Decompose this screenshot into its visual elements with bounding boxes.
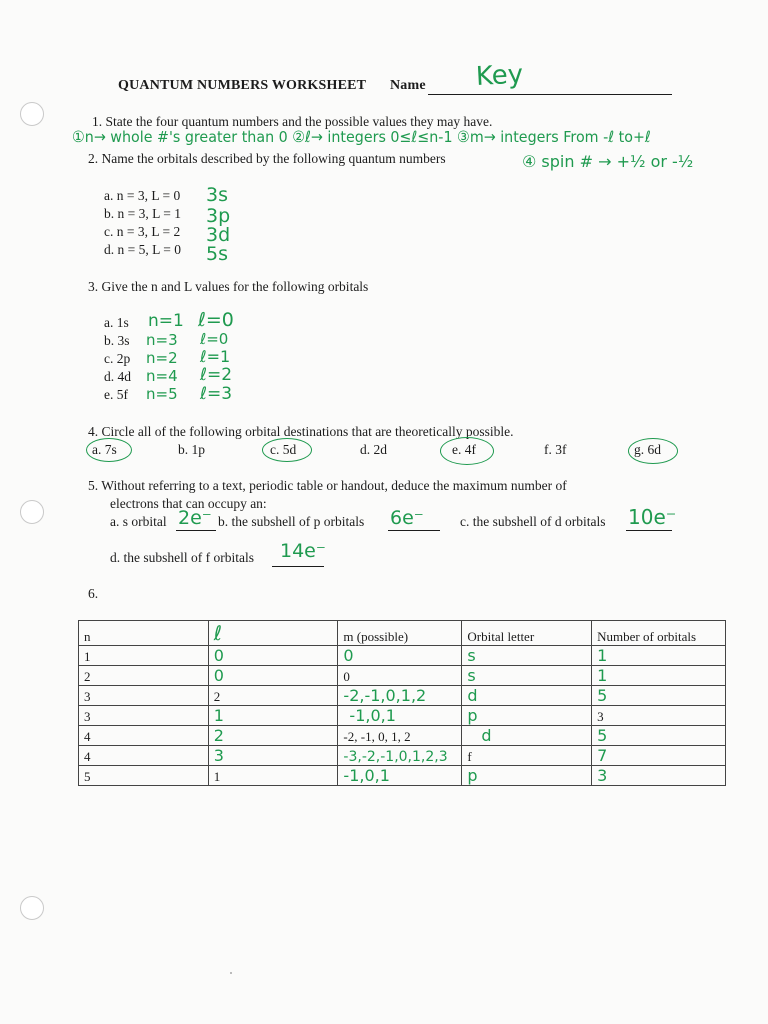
cell-l [208,746,338,766]
cell-letter [462,686,592,706]
cell-count [592,686,726,706]
cell-m: -2, -1, 0, 1, 2 [338,726,462,746]
q2-answer-c: 3d [206,224,231,246]
cell-l [208,726,338,746]
cell-m: 0 [338,666,462,686]
table-row [79,686,726,706]
cell-letter-answer: d [467,686,478,705]
cell-n: 5 [79,766,209,786]
table-row [79,646,726,666]
q4-circle-g [628,438,678,464]
cell-letter: f [462,746,592,766]
q5-c-answer: 10e⁻ [628,505,677,529]
cell-letter-answer: s [467,666,476,685]
name-label: Name [390,78,426,93]
q3-item-e: e. 5f [104,387,128,402]
cell-n: 1 [79,646,209,666]
cell-letter-answer: s [467,646,476,665]
q3-n-e: n=5 [146,385,178,403]
header-m: m (possible) [338,621,462,646]
cell-letter-answer: p [467,766,478,785]
table-row [79,706,726,726]
q4-option-e: e. 4f [452,442,476,457]
header-l-text: ℓ [213,621,222,645]
cell-m-answer: -2,-1,0,1,2 [343,686,427,705]
q4-option-d: d. 2d [360,442,387,457]
q3-l-d: ℓ=2 [200,365,233,385]
cell-letter [462,726,592,746]
q4-option-b: b. 1p [178,442,205,457]
cell-l [208,646,338,666]
q3-n-a: n=1 [148,311,184,331]
header-n: n [79,621,209,646]
cell-n: 3 [79,706,209,726]
q3-l-b: ℓ=0 [200,330,229,348]
cell-m-answer: -1,0,1 [343,766,390,785]
name-answer: Key [475,59,524,92]
q4-option-g: g. 6d [634,442,661,457]
cell-m [338,766,462,786]
question-5-line1: 5. Without referring to a text, periodic table or handout, deduce the maximum number of [88,478,567,493]
q5-c-line [626,530,672,531]
q3-n-b: n=3 [146,331,178,349]
header-orbital-letter: Orbital letter [462,621,592,646]
cell-l: 2 [208,686,338,706]
cell-m [338,646,462,666]
q2-item-d: d. n = 5, L = 0 [104,242,181,257]
q2-answer-a: 3s [206,184,228,206]
q3-l-e: ℓ=3 [200,384,233,404]
cell-n: 2 [79,666,209,686]
cell-count-answer: 5 [597,726,608,745]
q2-answer-b: 3p [206,205,231,227]
q3-item-c: c. 2p [104,351,131,366]
cell-count [592,766,726,786]
table-header-row [79,621,726,646]
q1-answer-line1: ①n→ whole #'s greater than 0 ②ℓ→ integers 0≤ℓ≤n-1 ③m→ integers From -ℓ to+ℓ [72,128,651,146]
cell-l-answer: 1 [213,706,224,725]
cell-count [592,746,726,766]
cell-count: 3 [592,706,726,726]
cell-n: 4 [79,746,209,766]
q3-item-d: d. 4d [104,369,131,384]
q3-item-a: a. 1s [104,315,129,330]
header-l [208,621,338,646]
q2-answer-d: 5s [206,243,228,265]
cell-m-answer: -1,0,1 [349,706,396,725]
binder-hole-bottom [20,896,44,920]
q4-option-a: a. 7s [92,442,117,457]
binder-hole-middle [20,500,44,524]
table-row [79,766,726,786]
cell-l [208,706,338,726]
q4-option-f: f. 3f [544,442,567,457]
q3-n-d: n=4 [146,367,178,385]
q5-b-answer: 6e⁻ [390,507,424,529]
q5-a-line [176,530,216,531]
cell-count-answer: 5 [597,686,608,705]
cell-l-answer: 0 [213,666,224,685]
cell-count [592,726,726,746]
table-row [79,726,726,746]
q4-circle-a [86,438,132,462]
q3-l-a: ℓ=0 [198,309,234,331]
q3-item-b: b. 3s [104,333,130,348]
q4-circle-c [262,438,312,462]
cell-m [338,686,462,706]
cell-letter-answer: p [467,706,478,725]
q5-b-line [388,530,440,531]
q4-option-c: c. 5d [270,442,297,457]
q3-n-c: n=2 [146,349,178,367]
table-row [79,666,726,686]
question-6: 6. [88,586,99,601]
cell-count [592,666,726,686]
cell-count-answer: 3 [597,766,608,785]
cell-count-answer: 1 [597,646,608,665]
cell-m-answer: -3,-2,-1,0,1,2,3 [343,749,448,765]
q5-a-label: a. s orbital [110,514,167,529]
cell-letter [462,706,592,726]
q5-c-label: c. the subshell of d orbitals [460,514,606,529]
cell-m [338,746,462,766]
q2-item-c: c. n = 3, L = 2 [104,224,181,239]
q4-circle-e [440,437,494,465]
cell-n: 4 [79,726,209,746]
stray-mark [230,972,232,974]
cell-letter [462,766,592,786]
cell-l-answer: 2 [213,726,224,745]
cell-m-answer: 0 [343,646,354,665]
quantum-number-table [78,620,726,786]
binder-hole-top [20,102,44,126]
cell-count-answer: 7 [597,746,608,765]
q2-item-b: b. n = 3, L = 1 [104,206,181,221]
cell-l [208,666,338,686]
q1-answer-line2: ④ spin # → +½ or -½ [522,152,694,171]
header-number-of-orbitals: Number of orbitals [592,621,726,646]
q3-l-c: ℓ=1 [200,347,231,366]
question-5-line2: electrons that can occupy an: [110,496,267,511]
q5-b-label: b. the subshell of p orbitals [218,514,365,529]
cell-letter [462,646,592,666]
cell-m [338,706,462,726]
cell-l: 1 [208,766,338,786]
question-3: 3. Give the n and L values for the following orbitals [88,279,369,294]
cell-letter [462,666,592,686]
cell-l-answer: 3 [213,746,224,765]
question-2: 2. Name the orbitals described by the following quantum numbers [88,151,446,166]
q5-d-answer: 14e⁻ [280,540,326,562]
cell-count [592,646,726,666]
q5-a-answer: 2e⁻ [178,507,212,529]
cell-count-answer: 1 [597,666,608,685]
cell-l-answer: 0 [213,646,224,665]
q5-d-label: d. the subshell of f orbitals [110,550,254,565]
name-line [428,94,672,95]
worksheet-title: QUANTUM NUMBERS WORKSHEET [118,78,367,93]
cell-n: 3 [79,686,209,706]
table-row [79,746,726,766]
q2-item-a: a. n = 3, L = 0 [104,188,181,203]
q5-d-line [272,566,324,567]
question-1: 1. State the four quantum numbers and the possible values they may have. [92,114,493,129]
cell-letter-answer: d [481,726,492,745]
question-4: 4. Circle all of the following orbital destinations that are theoretically possible. [88,424,514,439]
